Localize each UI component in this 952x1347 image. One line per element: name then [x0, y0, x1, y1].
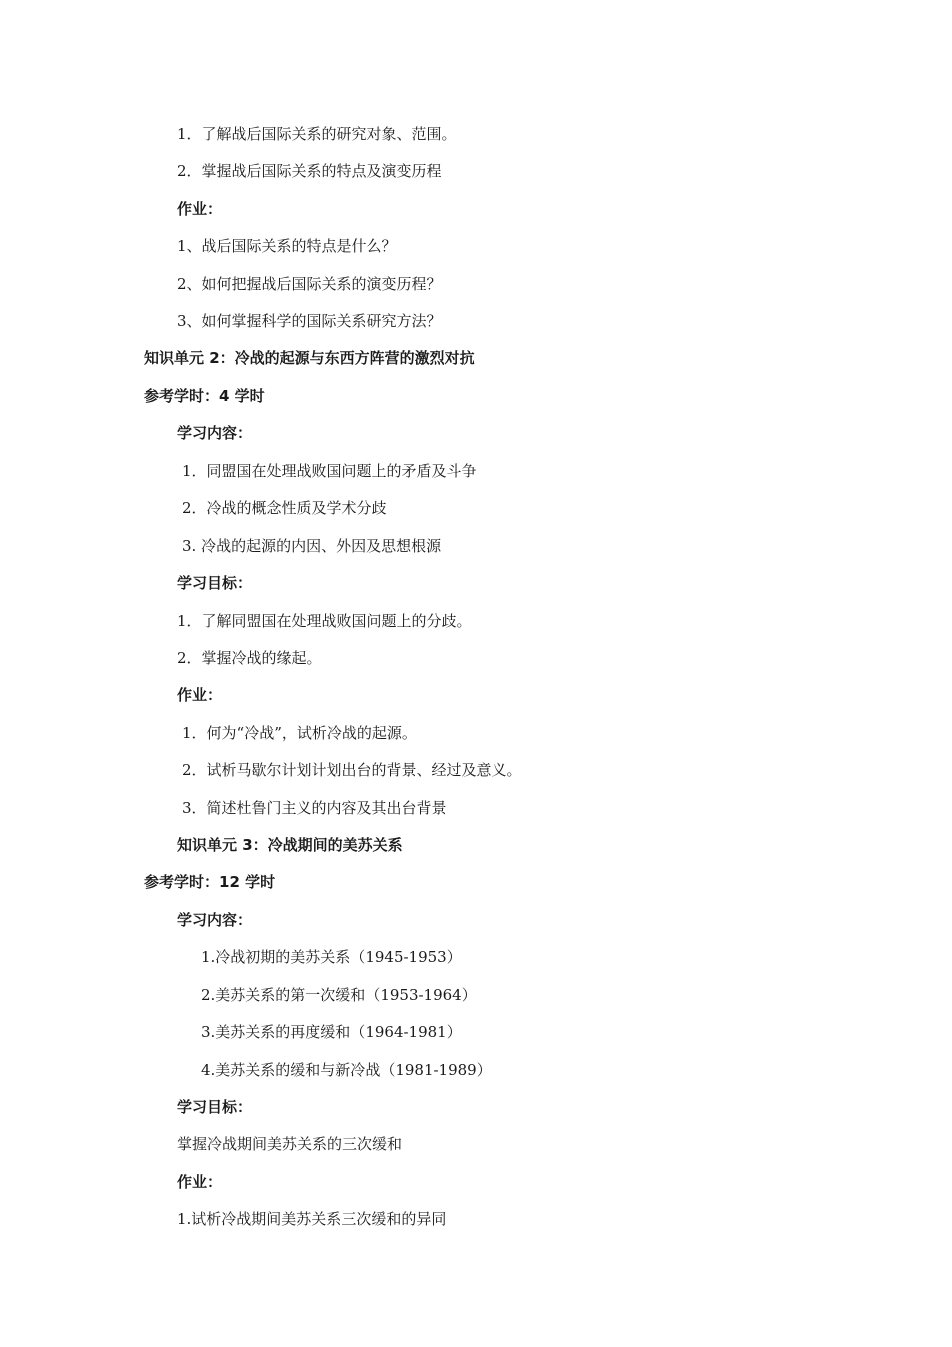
goal-item: 1．了解同盟国在处理战败国问题上的分歧。 [177, 612, 472, 630]
homework-heading: 作业： [177, 686, 223, 704]
homework-heading: 作业： [177, 1173, 223, 1191]
homework-item: 1.试析冷战期间美苏关系三次缓和的异同 [177, 1210, 447, 1228]
content-item: 3. 冷战的起源的内因、外因及思想根源 [182, 537, 442, 555]
homework-item: 1．何为“冷战”，试析冷战的起源。 [182, 724, 417, 742]
content-item: 1.冷战初期的美苏关系（1945-1953） [201, 948, 462, 966]
homework-item: 1、战后国际关系的特点是什么？ [177, 237, 397, 255]
content-item: 1．同盟国在处理战败国问题上的矛盾及斗争 [182, 462, 477, 480]
content-item: 4.美苏关系的缓和与新冷战（1981-1989） [201, 1061, 492, 1079]
goals-heading: 学习目标： [177, 574, 253, 592]
goal-item: 掌握冷战期间美苏关系的三次缓和 [177, 1135, 403, 1153]
homework-item: 2．试析马歇尔计划计划出台的背景、经过及意义。 [182, 761, 522, 779]
goals-heading: 学习目标： [177, 1098, 253, 1116]
goal-item: 1．了解战后国际关系的研究对象、范围。 [177, 125, 457, 143]
homework-item: 3、如何掌握科学的国际关系研究方法？ [177, 312, 442, 330]
content-item: 2.美苏关系的第一次缓和（1953-1964） [201, 986, 477, 1004]
homework-item: 3．简述杜鲁门主义的内容及其出台背景 [182, 799, 447, 817]
reference-hours: 参考学时：4 学时 [144, 387, 265, 405]
unit-title: 知识单元 3：冷战期间的美苏关系 [177, 836, 403, 854]
homework-heading: 作业： [177, 200, 223, 218]
content-heading: 学习内容： [177, 911, 253, 929]
reference-hours: 参考学时：12 学时 [144, 873, 276, 891]
content-item: 3.美苏关系的再度缓和（1964-1981） [201, 1023, 462, 1041]
unit-title: 知识单元 2：冷战的起源与东西方阵营的激烈对抗 [144, 349, 475, 367]
homework-item: 2、如何把握战后国际关系的演变历程？ [177, 275, 442, 293]
content-item: 2．冷战的概念性质及学术分歧 [182, 499, 387, 517]
goal-item: 2．掌握冷战的缘起。 [177, 649, 322, 667]
content-heading: 学习内容： [177, 424, 253, 442]
goal-item: 2．掌握战后国际关系的特点及演变历程 [177, 162, 442, 180]
